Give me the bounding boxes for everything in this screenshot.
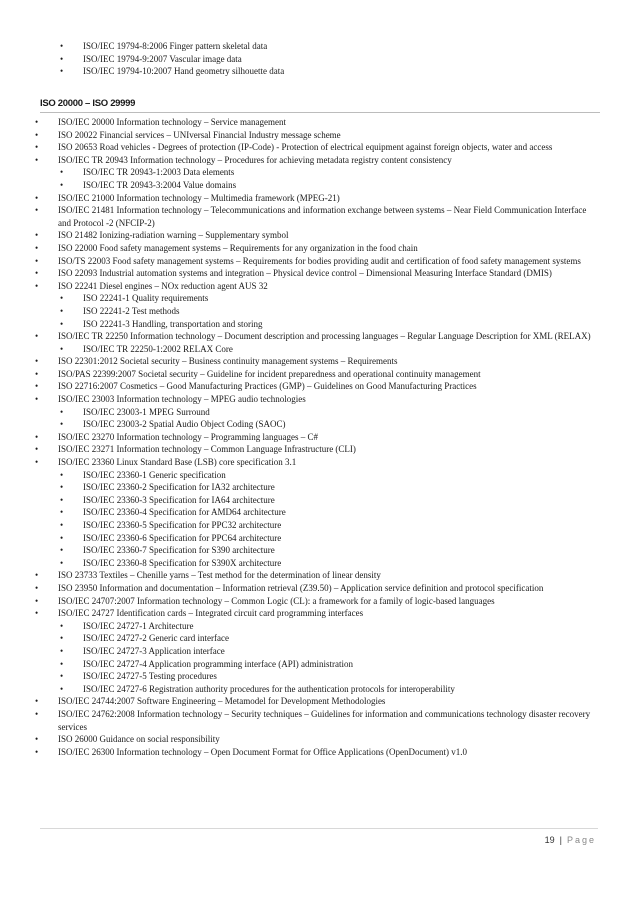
bullet-icon: •: [60, 658, 64, 669]
list-item: [0, 582, 638, 595]
bullet-icon: •: [60, 293, 64, 304]
list-item: [0, 418, 638, 431]
list-item: [0, 733, 638, 746]
list-item: [0, 280, 638, 293]
bullet-icon: •: [35, 205, 39, 216]
bullet-icon: •: [60, 406, 64, 417]
bullet-icon: •: [60, 671, 64, 682]
list-item-text: ISO 23733 Textiles – Chenille yarns – Test method for the determination of linear density: [58, 570, 381, 581]
footer-divider: [40, 828, 598, 829]
bullet-icon: •: [35, 230, 39, 241]
page-number: 19: [544, 835, 555, 845]
list-item: [0, 746, 638, 759]
bullet-icon: •: [35, 708, 39, 719]
bullet-icon: •: [35, 117, 39, 127]
list-item-text: ISO/IEC 24727-2 Generic card interface: [83, 633, 229, 644]
list-item: [0, 645, 638, 658]
list-item: [0, 129, 638, 142]
list-item-text: ISO/IEC 23360-7 Specification for S390 architecture: [83, 545, 275, 556]
bullet-icon: •: [60, 633, 64, 644]
list-item: [0, 204, 638, 229]
bullet-icon: •: [60, 167, 64, 178]
list-item-text: ISO 21482 Ionizing-radiation warning – Supplementary symbol: [58, 230, 289, 241]
list-item: [0, 179, 638, 192]
list-item: [0, 242, 638, 255]
list-item: [0, 683, 638, 696]
bullet-icon: •: [35, 570, 39, 581]
list-item: [0, 229, 638, 242]
bullet-icon: •: [35, 734, 39, 745]
list-item: [0, 40, 638, 53]
bullet-icon: •: [35, 255, 39, 266]
page-footer: [545, 833, 596, 845]
bullet-icon: •: [35, 457, 39, 468]
list-item-text: ISO 22716:2007 Cosmetics – Good Manufacturing Practices (GMP) – Guidelines on Good Manufacturing Practices: [58, 381, 477, 392]
bullet-icon: •: [60, 53, 64, 64]
list-item-text: ISO/IEC TR 22250-1:2002 RELAX Core: [83, 343, 233, 354]
list-item-text: ISO/IEC 21481 Information technology – Telecommunications and information exchange between systems – Near Field Communication Interface and Protocol -2 (NFCIP-2): [58, 205, 587, 228]
bullet-icon: •: [35, 608, 39, 619]
list-item-text: ISO 20022 Financial services – UNIversal Financial Industry message scheme: [58, 129, 341, 140]
list-item: [0, 355, 638, 368]
list-item-text: ISO/IEC 23360-6 Specification for PPC64 architecture: [83, 532, 282, 543]
list-item: [0, 292, 638, 305]
list-item-text: ISO/IEC 19794-9:2007 Vascular image data: [83, 53, 242, 64]
bullet-icon: •: [35, 331, 39, 342]
list-item-text: ISO/IEC 24727-1 Architecture: [83, 620, 194, 631]
list-item-text: ISO/IEC TR 20943-1:2003 Data elements: [83, 167, 235, 178]
list-item-text: ISO 22000 Food safety management systems – Requirements for any organization in the food chain: [58, 242, 418, 253]
bullet-icon: •: [60, 620, 64, 631]
list-item: [0, 406, 638, 419]
list-item: [0, 607, 638, 620]
bullet-icon: •: [60, 66, 64, 77]
list-item-text: ISO 22241-2 Test methods: [83, 305, 180, 316]
list-item-text: ISO/IEC 23360-5 Specification for PPC32 architecture: [83, 520, 282, 530]
list-item: [0, 318, 638, 331]
list-item: [0, 53, 638, 66]
list-item: [0, 658, 638, 671]
list-item: [0, 620, 638, 633]
list-item-text: ISO 22301:2012 Societal security – Business continuity management systems – Requirements: [58, 356, 398, 367]
bullet-icon: •: [35, 142, 39, 153]
list-item-text: ISO/IEC 26300 Information technology – Open Document Format for Office Applications (OpenDocument) v1.0: [58, 746, 467, 757]
list-item: [0, 456, 638, 469]
list-item-text: ISO/IEC 24727-5 Testing procedures: [83, 671, 217, 682]
bullet-icon: •: [35, 192, 39, 203]
list-item: [0, 443, 638, 456]
list-item: [0, 255, 638, 268]
bullet-icon: •: [35, 280, 39, 291]
list-item-text: ISO/IEC 23271 Information technology – Common Language Infrastructure (CLI): [58, 444, 356, 455]
list-item-text: ISO/IEC 24727-3 Application interface: [83, 645, 225, 656]
bullet-icon: •: [60, 532, 64, 543]
bullet-icon: •: [60, 482, 64, 493]
bullet-icon: •: [35, 595, 39, 606]
list-item-text: ISO 20653 Road vehicles - Degrees of protection (IP-Code) - Protection of electrical equipment against foreign objects, water and access: [58, 142, 553, 153]
bullet-icon: •: [35, 242, 39, 253]
bullet-icon: •: [35, 746, 39, 757]
list-item: [0, 632, 638, 645]
list-item-text: ISO/IEC TR 20943-3:2004 Value domains: [83, 179, 237, 190]
list-item-text: ISO 22241 Diesel engines – NOx reduction agent AUS 32: [58, 280, 268, 291]
list-item-text: ISO/IEC 24707:2007 Information technology – Common Logic (CL): a framework for a family of logic-based languages: [58, 595, 495, 606]
bullet-icon: •: [60, 557, 64, 568]
footer-separator: |: [559, 835, 562, 845]
bullet-icon: •: [35, 582, 39, 593]
bullet-icon: •: [60, 469, 64, 480]
list-item: [0, 506, 638, 519]
bullet-icon: •: [60, 318, 64, 329]
list-item-text: ISO/IEC 21000 Information technology – Multimedia framework (MPEG-21): [58, 192, 340, 203]
list-item-text: ISO/IEC TR 20943 Information technology – Procedures for achieving metadata registry content consistency: [58, 154, 452, 165]
list-item-text: ISO/IEC 20000 Information technology – Service management: [58, 117, 286, 127]
list-item-text: ISO 22241-3 Handling, transportation and storing: [83, 318, 263, 329]
list-item-text: ISO 26000 Guidance on social responsibility: [58, 734, 220, 745]
list-item: [0, 116, 638, 129]
list-item: [0, 393, 638, 406]
bullet-icon: •: [35, 129, 39, 140]
list-item-text: ISO/IEC 23003-2 Spatial Audio Object Coding (SAOC): [83, 419, 286, 430]
bullet-icon: •: [35, 356, 39, 367]
list-item-text: ISO 22093 Industrial automation systems and integration – Physical device control – Dimensional Measuring Interface Standard (DMIS): [58, 268, 552, 279]
list-item: [0, 557, 638, 570]
standards-list: [0, 116, 638, 758]
list-item: [0, 494, 638, 507]
list-item-text: ISO/IEC 24744:2007 Software Engineering – Metamodel for Development Methodologies: [58, 696, 386, 707]
list-item-text: ISO/IEC TR 22250 Information technology – Document description and processing languages – Regular Language Description for XML (RELAX): [58, 331, 591, 342]
list-item: [0, 431, 638, 444]
bullet-icon: •: [35, 431, 39, 442]
bullet-icon: •: [60, 494, 64, 505]
list-item: [0, 166, 638, 179]
list-item: [0, 343, 638, 356]
list-item: [0, 154, 638, 167]
list-item: [0, 305, 638, 318]
list-item-text: ISO/IEC 23003 Information technology – MPEG audio technologies: [58, 394, 306, 405]
list-item-text: ISO/IEC 23360-2 Specification for IA32 architecture: [83, 482, 275, 493]
list-item-text: ISO/IEC 19794-10:2007 Hand geometry silhouette data: [83, 66, 285, 77]
list-item: [0, 532, 638, 545]
list-item: [0, 519, 638, 532]
bullet-icon: •: [60, 683, 64, 694]
bullet-icon: •: [60, 41, 64, 51]
bullet-icon: •: [60, 545, 64, 556]
bullet-icon: •: [35, 696, 39, 707]
bullet-icon: •: [35, 368, 39, 379]
list-item-text: ISO/IEC 23360-1 Generic specification: [83, 469, 226, 480]
list-item-text: ISO/IEC 23360-8 Specification for S390X architecture: [83, 557, 282, 568]
bullet-icon: •: [60, 507, 64, 518]
list-item-text: ISO/IEC 23360 Linux Standard Base (LSB) core specification 3.1: [58, 457, 297, 468]
list-item: [0, 141, 638, 154]
list-item-text: ISO/IEC 19794-8:2006 Finger pattern skeletal data: [83, 41, 268, 51]
list-item: [0, 330, 638, 343]
list-item: [0, 544, 638, 557]
top-bullet-list: [0, 40, 638, 78]
list-item-text: ISO/IEC 23360-3 Specification for IA64 architecture: [83, 494, 275, 505]
list-item: [0, 595, 638, 608]
bullet-icon: •: [35, 381, 39, 392]
list-item: [0, 469, 638, 482]
list-item-text: ISO/PAS 22399:2007 Societal security – Guideline for incident preparedness and operational continuity management: [58, 368, 481, 379]
list-item-text: ISO/IEC 24727-4 Application programming interface (API) administration: [83, 658, 353, 669]
bullet-icon: •: [35, 268, 39, 279]
page-label: Page: [566, 835, 596, 845]
bullet-icon: •: [35, 154, 39, 165]
list-item: [0, 267, 638, 280]
bullet-icon: •: [35, 444, 39, 455]
bullet-icon: •: [60, 419, 64, 430]
list-item-text: ISO 22241-1 Quality requirements: [83, 293, 209, 304]
list-item: [0, 192, 638, 205]
list-item-text: ISO 23950 Information and documentation – Information retrieval (Z39.50) – Application service definition and protocol specification: [58, 582, 544, 593]
list-item: [0, 695, 638, 708]
list-item-text: ISO/IEC 24727 Identification cards – Integrated circuit card programming interfaces: [58, 608, 364, 619]
list-item-text: ISO/TS 22003 Food safety management systems – Requirements for bodies providing audit and certification of food safety management systems: [58, 255, 581, 266]
bullet-icon: •: [35, 394, 39, 405]
list-item-text: ISO/IEC 23360-4 Specification for AMD64 architecture: [83, 507, 286, 518]
list-item: [0, 368, 638, 381]
list-item-text: ISO/IEC 23270 Information technology – Programming languages – C#: [58, 431, 318, 442]
list-item: [0, 380, 638, 393]
list-item-text: ISO/IEC 23003-1 MPEG Surround: [83, 406, 210, 417]
list-item: [0, 569, 638, 582]
bullet-icon: •: [60, 305, 64, 316]
bullet-icon: •: [60, 645, 64, 656]
bullet-icon: •: [60, 520, 64, 530]
list-item-text: ISO/IEC 24762:2008 Information technology – Security techniques – Guidelines for information and communications technology disaster recovery services: [58, 708, 591, 732]
section-heading: ISO 20000 – ISO 29999: [40, 98, 600, 113]
bullet-icon: •: [60, 179, 64, 190]
list-item: [0, 481, 638, 494]
list-item: [0, 708, 638, 733]
list-item: [0, 670, 638, 683]
bullet-icon: •: [60, 343, 64, 354]
list-item: [0, 65, 638, 78]
list-item-text: ISO/IEC 24727-6 Registration authority procedures for the authentication protocols for interoperability: [83, 683, 455, 694]
